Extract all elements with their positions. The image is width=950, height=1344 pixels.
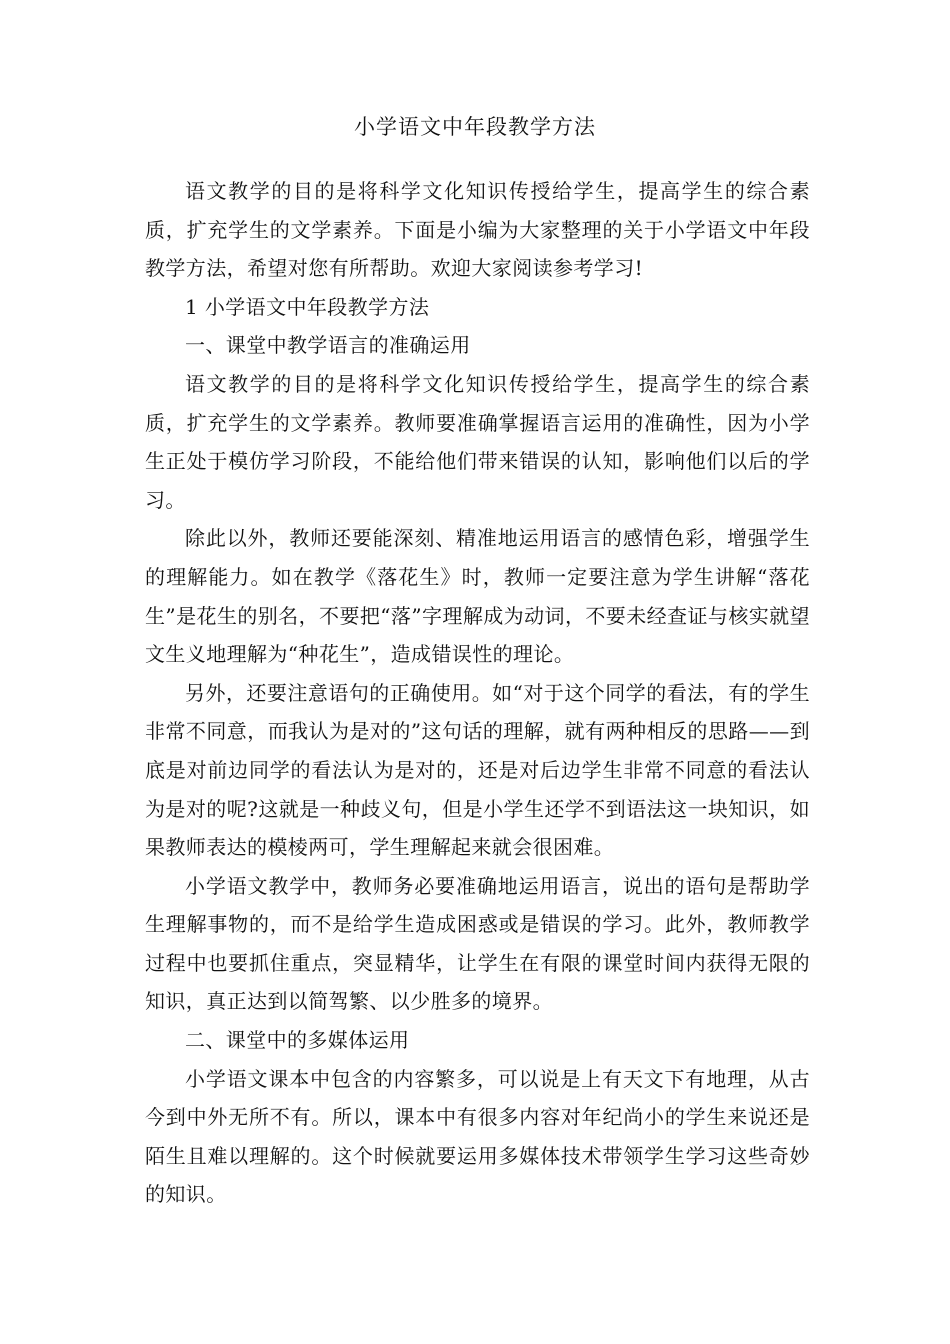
- paragraph: 语文教学的目的是将科学文化知识传授给学生，提高学生的综合素质，扩充学生的文学素养。教师要准确掌握语言运用的准确性，因为小学生正处于模仿学习阶段，不能给他们带来错误的认知，影响他们以后的学习。: [145, 371, 810, 512]
- subsection-heading-1: 一、课堂中教学语言的准确运用: [185, 333, 471, 358]
- paragraph: 除此以外，教师还要能深刻、精准地运用语言的感情色彩，增强学生的理解能力。如在教学《落花生》时，教师一定要注意为学生讲解“落花生”是花生的别名，不要把“落”字理解成为动词，不要未经查证与核实就望文生义地理解为“种花生”，造成错误性的理论。: [145, 526, 810, 667]
- document-title: 小学语文中年段教学方法: [354, 115, 596, 139]
- document-body: [145, 172, 810, 1214]
- subsection-heading-2: 二、课堂中的多媒体运用: [185, 1028, 410, 1053]
- paragraph: 另外，还要注意语句的正确使用。如“对于这个同学的看法，有的学生非常不同意，而我认为是对的”这句话的理解，就有两种相反的思路——到底是对前边同学的看法认为是对的，还是对后边学生非常不同意的看法认为是对的呢?这就是一种歧义句，但是小学生还学不到语法这一块知识，如果教师表达的模棱两可，学生理解起来就会很困难。: [145, 680, 810, 860]
- paragraph-intro: 语文教学的目的是将科学文化知识传授给学生，提高学生的综合素质，扩充学生的文学素养。下面是小编为大家整理的关于小学语文中年段教学方法，希望对您有所帮助。欢迎大家阅读参考学习!: [145, 179, 810, 281]
- paragraph: 小学语文课本中包含的内容繁多，可以说是上有天文下有地理，从古今到中外无所不有。所以，课本中有很多内容对年纪尚小的学生来说还是陌生且难以理解的。这个时候就要运用多媒体技术带领学生学习这些奇妙的知识。: [145, 1066, 810, 1207]
- paragraph: 小学语文教学中，教师务必要准确地运用语言，说出的语句是帮助学生理解事物的，而不是给学生造成困惑或是错误的学习。此外，教师教学过程中也要抓住重点，突显精华，让学生在有限的课堂时间内获得无限的知识，真正达到以简驾繁、以少胜多的境界。: [145, 873, 810, 1014]
- section-heading-1: 1 小学语文中年段教学方法: [185, 294, 430, 319]
